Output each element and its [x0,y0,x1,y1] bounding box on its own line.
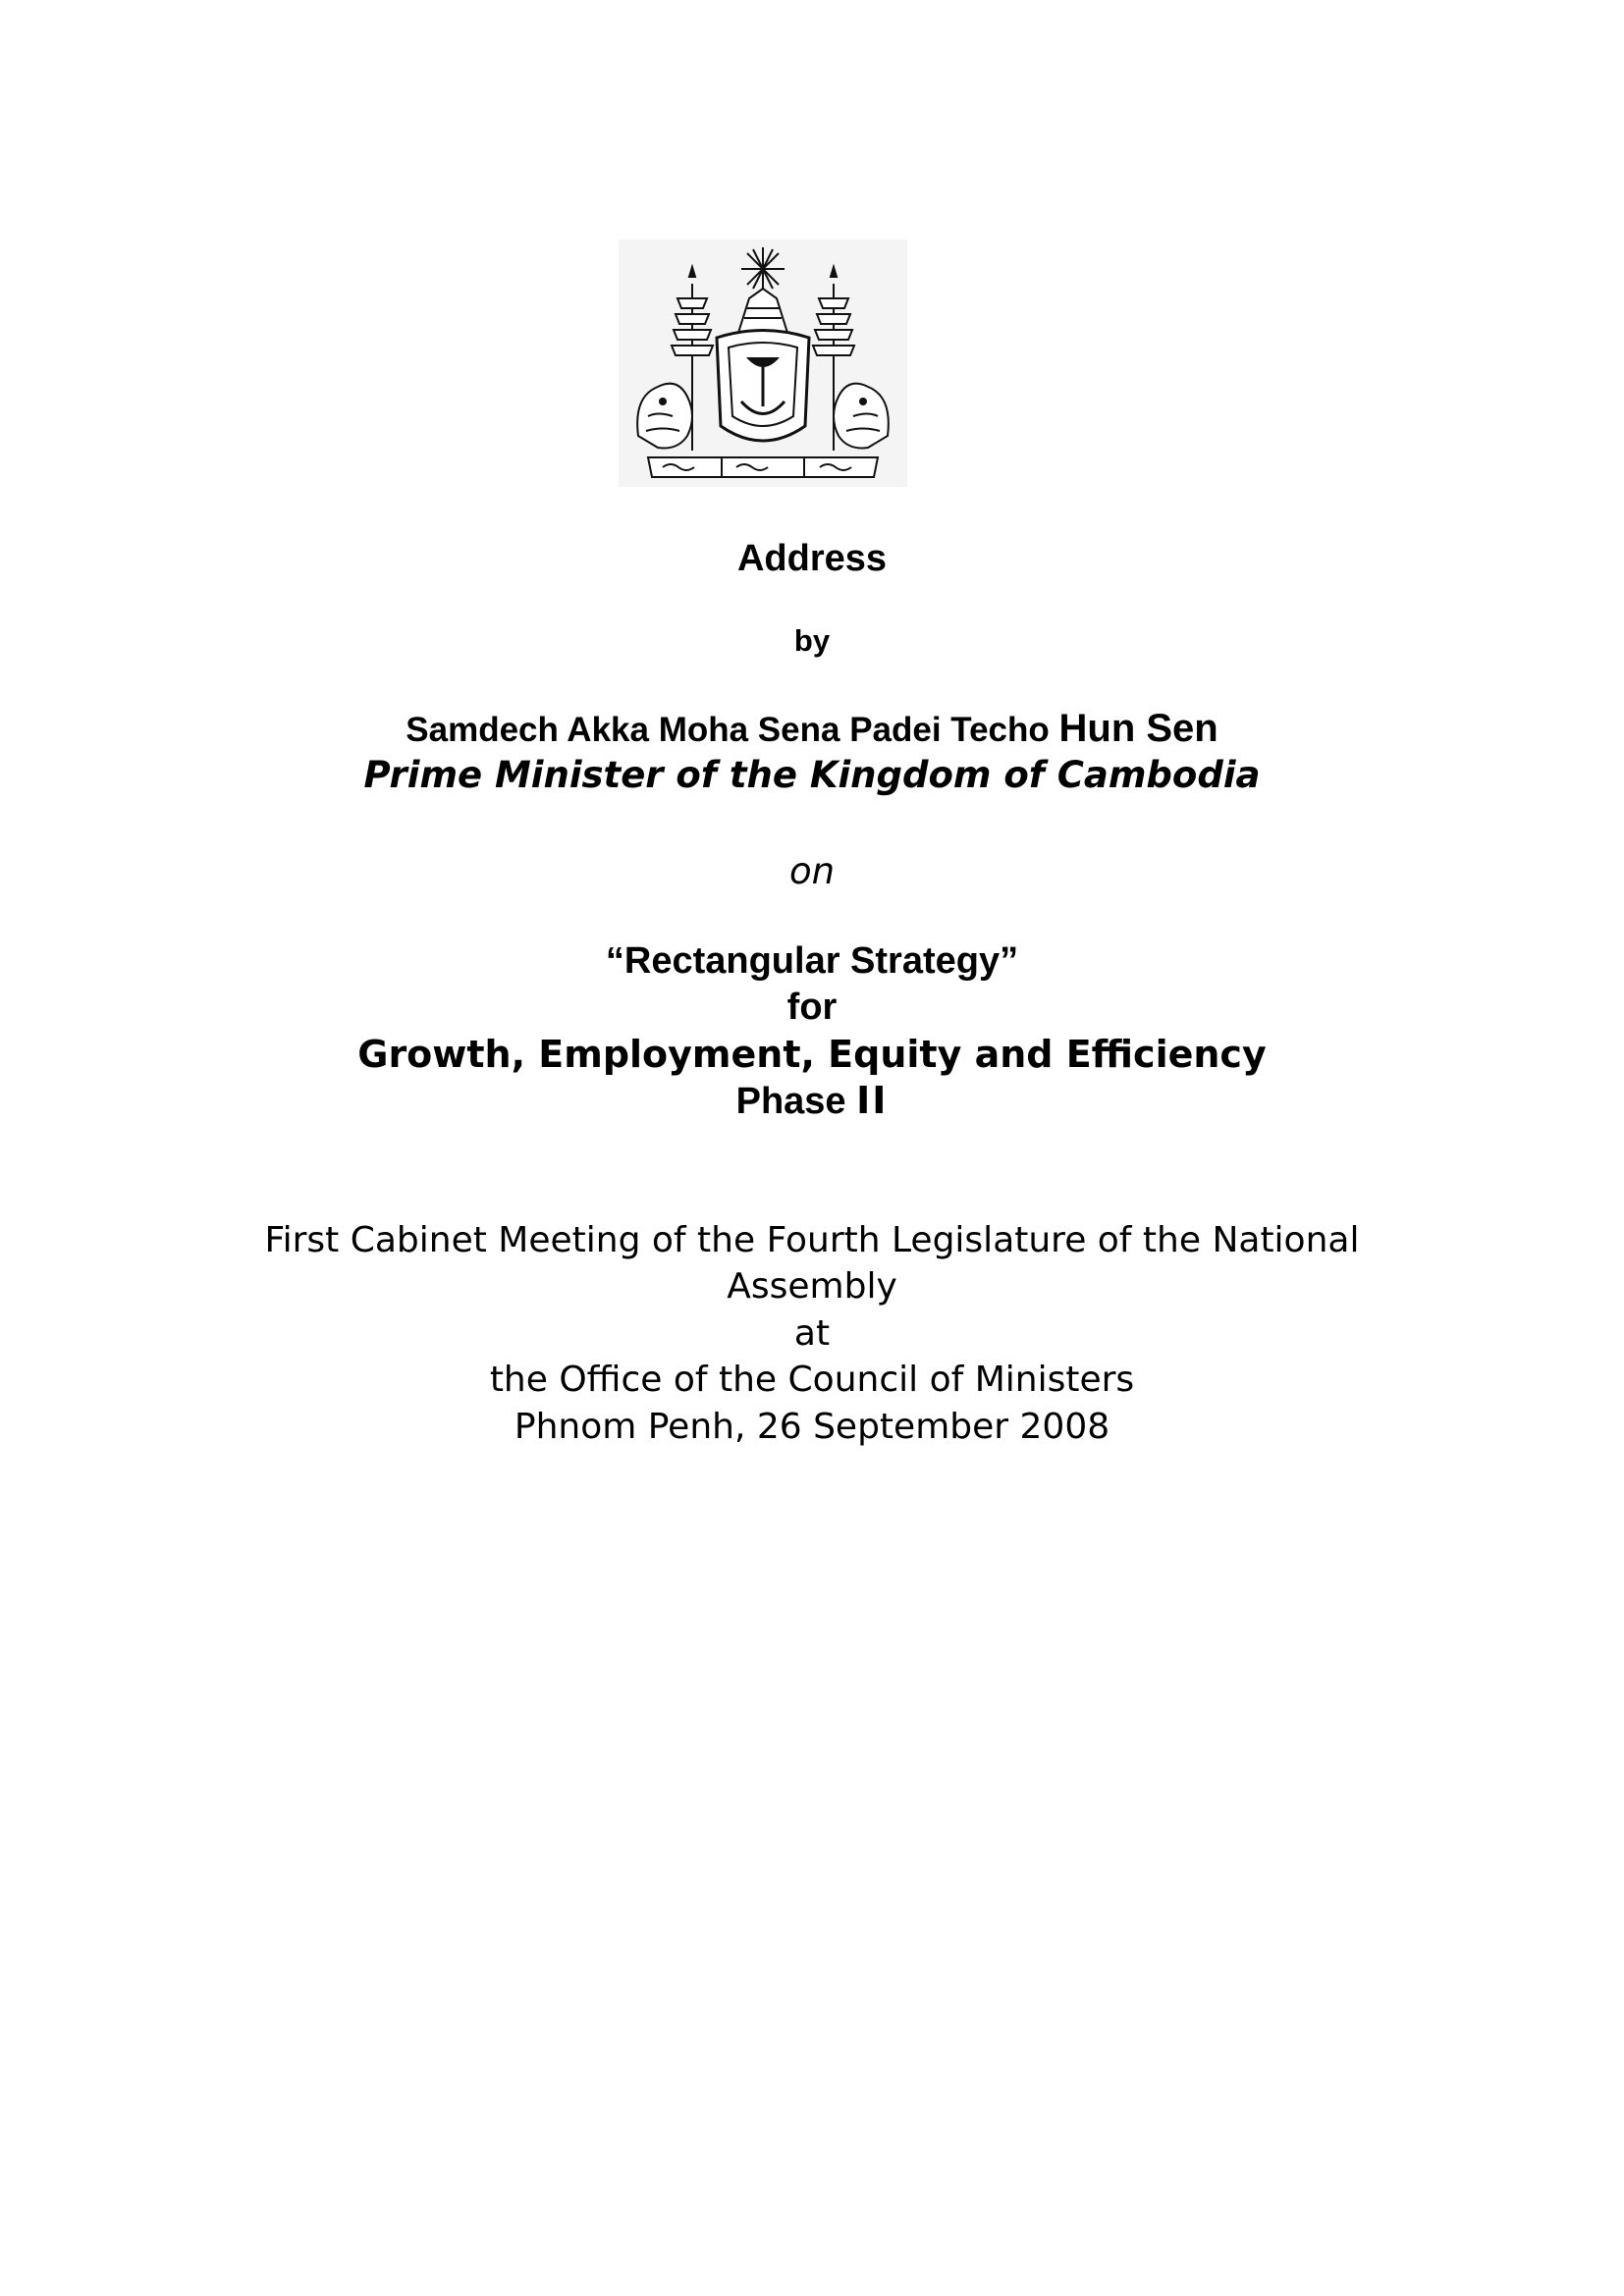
speaker-role: Prime Minister of the Kingdom of Cambodia [363,754,1261,796]
venue-line-2: Assembly [727,1266,897,1307]
venue-line-1: First Cabinet Meeting of the Fourth Legislature of the National [264,1220,1360,1260]
by-line: by [793,623,831,658]
title-phase-number: II [856,1079,889,1122]
heading: Address [736,538,888,579]
title-phase-word: Phase [735,1081,846,1122]
title-phase-line [0,1079,1624,1123]
speaker-line [0,707,1624,751]
on-line: on [788,850,836,892]
title-line-1: “Rectangular Strategy” [605,940,1019,982]
title-line-3: Growth, Employment, Equity and Efficiency [357,1033,1267,1076]
venue-line-5: Phnom Penh, 26 September 2008 [514,1407,1110,1447]
speaker-prefix: Samdech Akka Moha Sena Padei Techo [406,711,1050,749]
title-line-2: for [786,987,838,1028]
venue-line-4: the Office of the Council of Ministers [489,1360,1135,1400]
venue-line-3: at [793,1313,831,1354]
royal-coat-of-arms-icon [619,240,907,487]
speaker-name: Hun Sen [1058,707,1218,750]
